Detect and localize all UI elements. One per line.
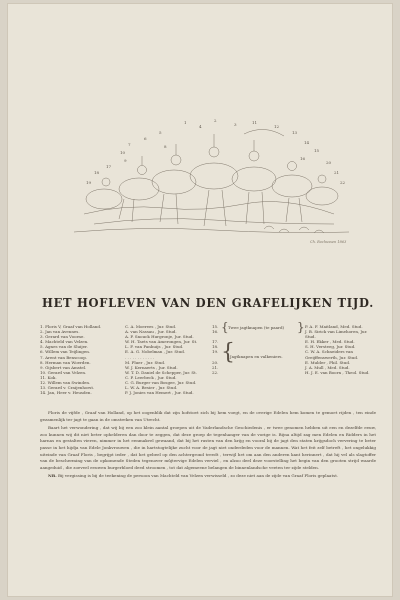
artist-signature: Ch. Rochussen 1863 — [310, 240, 347, 244]
legend-number: 19. — [212, 349, 219, 355]
legend-item: H. J. E. van Boorn , Theol. Stud. — [305, 369, 370, 375]
svg-text:22: 22 — [340, 180, 346, 185]
legend-number: 22. — [212, 369, 219, 375]
legend-item: 1. Floris V, Graaf van Holland. — [40, 324, 102, 329]
legend-item: L. W. A. Besier , Jur. Stud. — [125, 385, 178, 391]
legend-group-hunters: Jagtknapen en valkeniers. — [230, 354, 283, 359]
page — [8, 4, 392, 596]
legend-roles-list — [40, 324, 101, 395]
svg-text:20: 20 — [326, 160, 332, 165]
legend-item: M. Pluer , Jur. Stud. — [125, 359, 166, 365]
legend-number: 18. — [212, 344, 219, 350]
legend-item: W. J. Kernaerts , Jur. Stud. — [125, 364, 178, 370]
legend-item: . . . . . . . . . . . . — [125, 354, 155, 360]
legend-item: A. P. Snouck Hurgronje, Jur. Stud. — [125, 334, 194, 340]
svg-text:7: 7 — [128, 142, 131, 147]
svg-text:2: 2 — [214, 118, 217, 123]
svg-text:21: 21 — [334, 170, 340, 175]
svg-text:14: 14 — [304, 140, 310, 145]
svg-text:18: 18 — [94, 170, 100, 175]
legend-item: A. van Nassau , Jur. Stud. — [125, 329, 177, 335]
brace-icon: } — [297, 320, 305, 334]
legend-item: C. P. Leerbeck , Jur. Stud. — [125, 374, 177, 380]
legend-item: J. A. Mull , Med. Stud. — [305, 364, 350, 370]
svg-text:19: 19 — [86, 180, 92, 185]
legend-item: P. A. F. Maitland, Med. Stud. — [305, 324, 363, 329]
legend-item: C. G. Burger van Bosgee, Jur. Stud. — [125, 380, 197, 386]
svg-text:9: 9 — [124, 158, 127, 163]
note-paragraph — [40, 473, 376, 480]
legend-item: L. F. van Panhuijs , Jur. Stud. — [125, 344, 184, 350]
svg-text:11: 11 — [252, 120, 258, 125]
description-text — [40, 410, 376, 482]
legend-item: S. H. Versteeg, Jur. Stud. — [305, 344, 356, 350]
note-text: Bij vergissing is bij de teekening de persoon van Machteld van Velzen verwisseld , zo deze niet aan de zijde van Graaf Floris geplaatst. — [57, 473, 339, 479]
legend-performers-list — [125, 324, 197, 395]
legend-item: 3. Gerard van Voorne. — [40, 334, 85, 340]
legend-item: J. B. Sirick van Limehoren, Jur. Stud. — [305, 329, 368, 340]
legend-item: 14. Jan, Heer v. Heusden. — [40, 390, 92, 396]
hunting-party-illustration — [64, 104, 352, 254]
legend-item: 6. Willem van Teijlingen. — [40, 349, 91, 355]
svg-text:6: 6 — [144, 136, 147, 141]
paragraph: Baart het verwondering , dat wij bij een zoo klein aantal groepen uit de Vaderlandsche Geschiedenis , er twee genomen hebben uit een en dezelfde eeuw, zoo kunnen wij dit niet beter ophelderen dan door te zeggen, dat deze groep de tegenhanger van de vorige is. Bijna altijd zag men Edelen en Ridders in het harnas en gestalten vieren, nimmer in het eenmakvel gewaand, dat bij het rusten van den krijg en vooral bij de jagt den staten krijgsdoch ververing te beter passe in het hijdja van Edele Jonkvrouwen , die in hartstogtelijke zucht voor de jagt niet onderdeden voor de mannen. Wat het feit zelf betreft , het ongelukkig uiteinde van Graaf Floris , begrijpt ieder , dat het gebeel op den achtergrond treedt , terwijl het om aan den anderen kant herinnert , dat hij vel als slagtoffer van de bescherming van de opkomende Steden tegenover mûjtervige Edelen verviel , en alzoo deel deze voorstelling het begin van den grooten strijd waarde aangeduid , die zoeveel eeuwen burgerbloed deed stroomen , tot dat algemeene belangen de binnenlandsche veeten ter zijde stelden. — [40, 425, 376, 470]
legend-item: E. Mulder , Phil. Stud. — [305, 359, 351, 365]
legend-item: C. A. Moerees , Jur. Stud. — [125, 324, 177, 329]
svg-text:17: 17 — [106, 164, 112, 169]
legend-item: 10. Gerard van Velzen. — [40, 369, 87, 375]
legend-students-list — [305, 324, 377, 375]
brace-icon: { — [221, 320, 229, 334]
legend-item: 13. Gerard v. Craijenhorst. — [40, 385, 95, 391]
svg-text:8: 8 — [164, 144, 167, 149]
svg-text:1: 1 — [184, 120, 187, 125]
legend-item: P. J. Jonies van Hemert , Jur. Stud. — [125, 390, 194, 396]
legend-number: 20. — [212, 359, 219, 365]
svg-text:3: 3 — [234, 122, 237, 127]
svg-text:16: 16 — [300, 156, 306, 161]
legend-item: W. H. Taets van Amerongen, Jur. St. — [125, 339, 198, 345]
legend-item: E. H. Ekker , Med. Stud. — [305, 339, 355, 345]
svg-text:13: 13 — [292, 130, 298, 135]
legend-item: 4. Machteld van Velzen. — [40, 339, 89, 345]
svg-text:4: 4 — [199, 124, 202, 129]
svg-text:12: 12 — [274, 124, 280, 129]
legend-number: 17. — [212, 339, 219, 345]
legend-numbers-list — [212, 324, 218, 375]
legend-item: 5. Agnes van de Sluijer. — [40, 344, 88, 350]
svg-text:10: 10 — [120, 150, 126, 155]
svg-text:5: 5 — [159, 130, 162, 135]
svg-text:15: 15 — [314, 148, 320, 153]
legend-item: 11. Kok. — [40, 374, 57, 380]
legend-number: 16. — [212, 329, 219, 335]
legend-number: 21. — [212, 364, 219, 370]
legend-item: 9. Gijsbert van Amstel. — [40, 364, 87, 370]
paragraph: Floris de vijfde , Graaf van Holland, op het oogenblik dat zijn hofstoet zich bij hem voegt, en de overige Edelen hem komen te gemoet rijden , ten einde gezamenlijk ter jagt te gaan in de omstreken van Utrecht. — [40, 410, 376, 422]
legend-item: W. T. D. Daniel de Schepper, Jur. St. — [125, 369, 197, 375]
brace-icon: { — [221, 340, 235, 365]
legend-item: 12. Willem van Swinden. — [40, 380, 91, 386]
legend-item: E. A. G. Nobelman , Jur. Stud. — [125, 349, 186, 355]
page-title: HET HOFLEVEN VAN DEN GRAFELIJKEN TIJD. — [42, 295, 374, 311]
legend-item: 7. Arent van Benscoop. — [40, 354, 88, 360]
engraving-sketch — [64, 104, 352, 254]
legend-item: 2. Jan van Avennes. — [40, 329, 80, 335]
note-label: NB. — [48, 473, 57, 479]
legend-group-falconers: Twee jagtknapen (te paard) — [228, 325, 285, 330]
legend-item: C. W. A. Schneiders van Greijffenswerth, Jur. Stud. — [305, 349, 359, 360]
legend-number: 15. — [212, 324, 219, 329]
legend-item: 8. Herman van Woerden. — [40, 359, 91, 365]
